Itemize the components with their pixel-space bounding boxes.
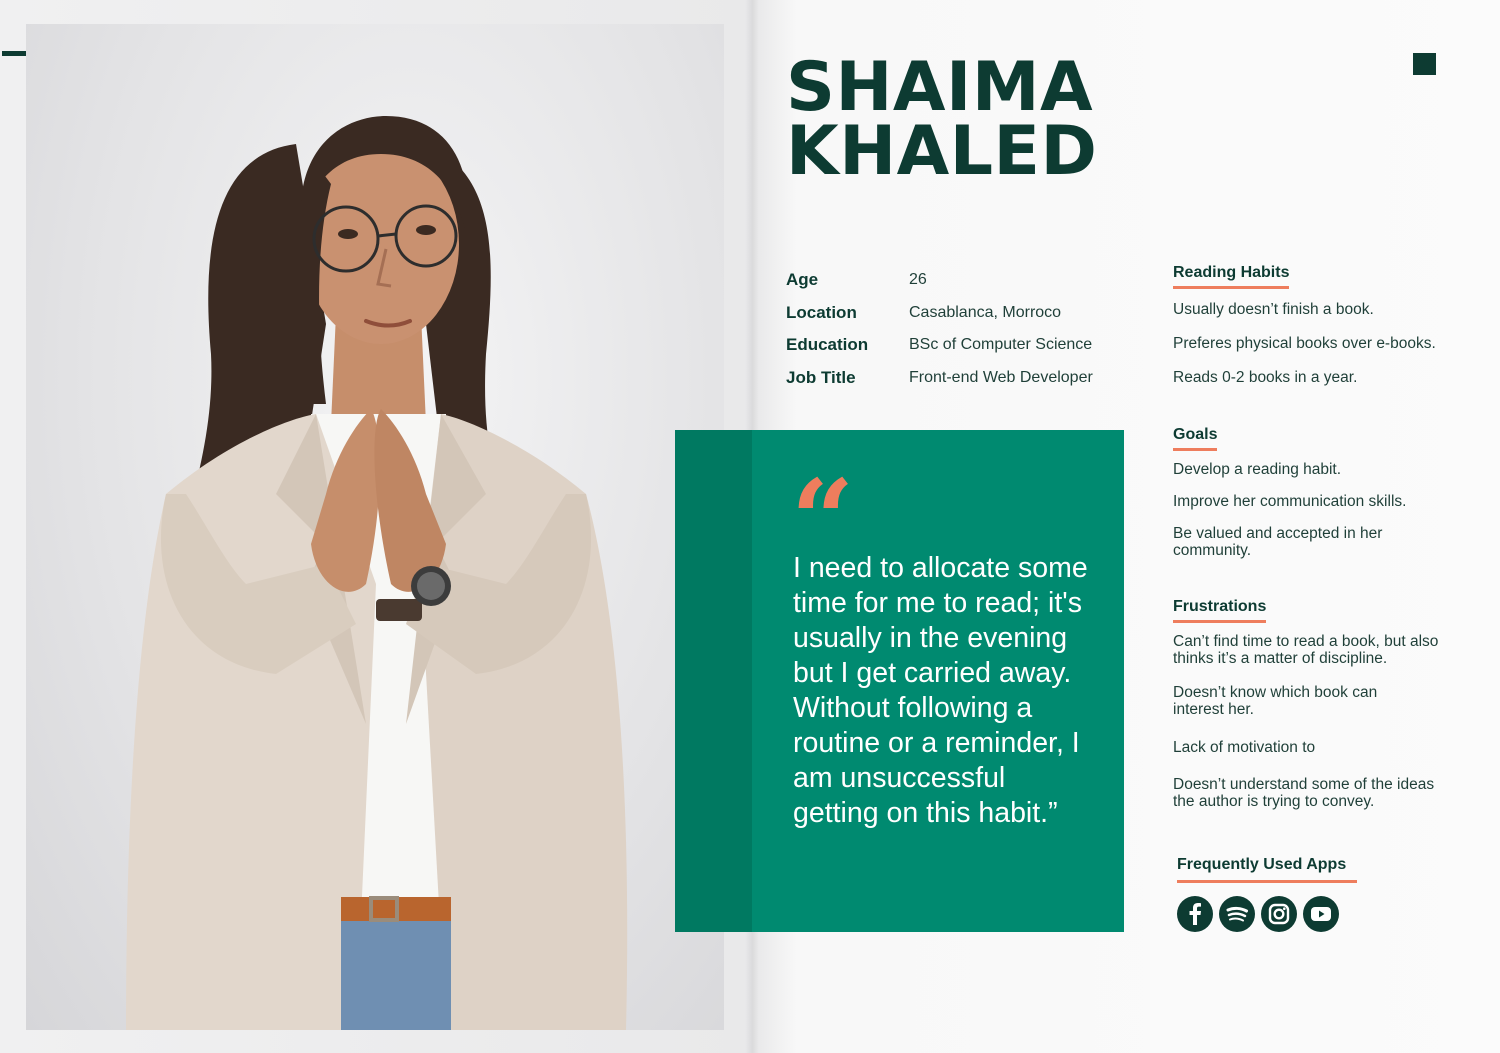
info-label: Job Title	[786, 367, 856, 387]
list-item: Be valued and accepted in her community.	[1173, 525, 1383, 559]
apps-title: Frequently Used Apps	[1177, 856, 1357, 883]
decorative-square	[1413, 53, 1436, 75]
info-row-location	[786, 297, 1126, 330]
info-value: BSc of Computer Science	[909, 336, 1093, 354]
goals-section	[1173, 426, 1473, 559]
info-value: Casablanca, Morroco	[909, 303, 1062, 321]
persona-info	[786, 264, 1126, 394]
instagram-icon[interactable]	[1261, 896, 1297, 932]
section-title: Reading Habits	[1173, 264, 1289, 289]
info-row-age	[786, 264, 1126, 297]
info-row-education	[786, 329, 1126, 362]
info-label: Location	[786, 302, 857, 322]
list-item: Lack of motivation to	[1173, 739, 1316, 756]
list-item: Doesn’t understand some of the ideas the author is trying to convey.	[1173, 776, 1435, 810]
list-item: Reads 0-2 books in a year.	[1173, 369, 1358, 386]
persona-photo	[26, 24, 724, 1030]
list-item: Usually doesn’t finish a book.	[1173, 301, 1374, 318]
youtube-icon[interactable]	[1303, 896, 1339, 932]
reading-habits-section	[1173, 264, 1473, 386]
list-item: Can’t find time to read a book, but also thinks it’s a matter of discipline.	[1173, 633, 1439, 667]
section-title: Goals	[1173, 426, 1217, 451]
facebook-icon[interactable]	[1177, 896, 1213, 932]
info-value: Front-end Web Developer	[909, 368, 1093, 386]
list-item: Doesn’t know which book can interest her.	[1173, 684, 1378, 718]
quote-box-shade	[675, 430, 752, 932]
list-item: Improve her communication skills.	[1173, 493, 1407, 510]
quote-mark-icon: “	[791, 455, 855, 584]
quote-text: I need to allocate some time for me to read; it's usually in the evening but I get carried away. Without following a routine or a reminder, I am unsuccessful getting on this habit.”	[793, 552, 1088, 829]
frustrations-section	[1173, 598, 1473, 810]
spotify-icon[interactable]	[1219, 896, 1255, 932]
info-label: Age	[786, 270, 819, 290]
info-row-job-title	[786, 362, 1126, 395]
list-item: Preferes physical books over e-books.	[1173, 335, 1436, 352]
persona-name	[786, 48, 1098, 191]
persona-last-name: KHALED	[786, 112, 1098, 191]
list-item: Develop a reading habit.	[1173, 461, 1342, 478]
persona-first-name: SHAIMA	[786, 48, 1094, 127]
info-label: Education	[786, 335, 869, 355]
info-value: 26	[909, 271, 927, 289]
section-title: Frustrations	[1173, 598, 1266, 623]
